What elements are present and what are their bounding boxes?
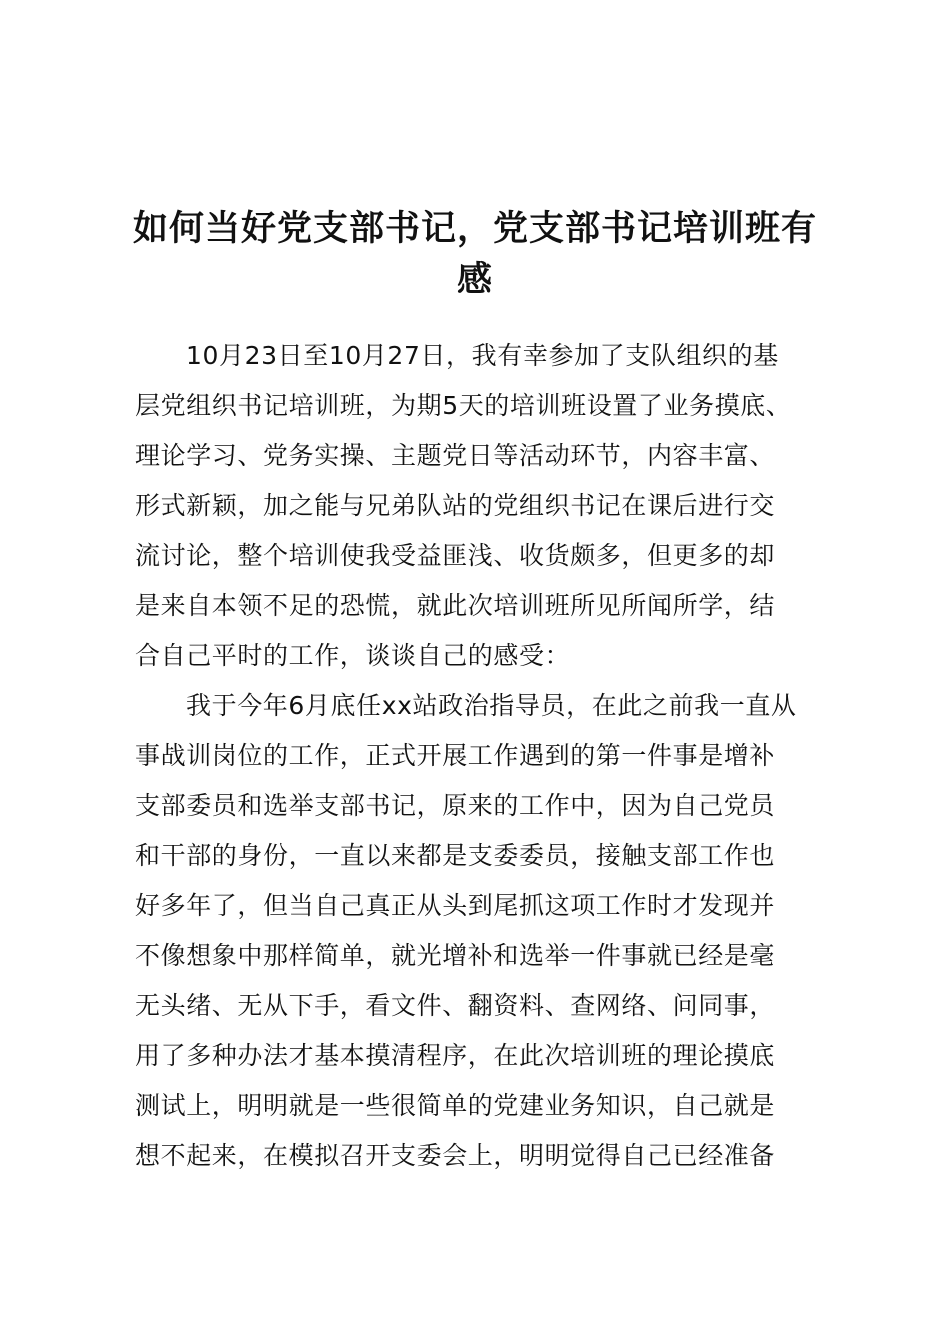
text-line: 用了多种办法才基本摸清程序，在此次培训班的理论摸底 (135, 1041, 776, 1070)
text-line: 不像想象中那样简单，就光增补和选举一件事就已经是毫 (135, 941, 776, 970)
text-line: 合自己平时的工作，谈谈自己的感受： (135, 641, 571, 670)
document-title: 如何当好党支部书记，党支部书记培训班有感 (132, 209, 817, 300)
text-line: 测试上，明明就是一些很简单的党建业务知识，自己就是 (135, 1091, 776, 1120)
text-line: 事战训岗位的工作，正式开展工作遇到的第一件事是增补 (135, 741, 776, 770)
document-body (135, 331, 855, 1231)
paragraph-2 (135, 681, 855, 1231)
text-line: 我于今年6月底任xx站政治指导员，在此之前我一直从 (186, 691, 797, 720)
text-line: 流讨论，整个培训使我受益匪浅、收货颇多，但更多的却 (135, 541, 776, 570)
text-line: 好多年了，但当自己真正从头到尾抓这项工作时才发现并 (135, 891, 776, 920)
text-line: 支部委员和选举支部书记，原来的工作中，因为自己党员 (135, 791, 776, 820)
paragraph-1 (135, 331, 855, 681)
text-line: 想不起来，在模拟召开支委会上，明明觉得自己已经准备 (135, 1141, 776, 1170)
text-line: 10月23日至10月27日，我有幸参加了支队组织的基 (186, 341, 779, 370)
text-line: 和干部的身份，一直以来都是支委委员，接触支部工作也 (135, 841, 776, 870)
text-line: 层党组织书记培训班，为期5天的培训班设置了业务摸底、 (135, 391, 792, 420)
text-line: 无头绪、无从下手，看文件、翻资料、查网络、问同事， (135, 991, 776, 1020)
text-line: 形式新颖，加之能与兄弟队站的党组织书记在课后进行交 (135, 491, 776, 520)
text-line: 理论学习、党务实操、主题党日等活动环节，内容丰富、 (135, 441, 776, 470)
text-line: 是来自本领不足的恐慌，就此次培训班所见所闻所学，结 (135, 591, 776, 620)
text-line (135, 1181, 855, 1231)
